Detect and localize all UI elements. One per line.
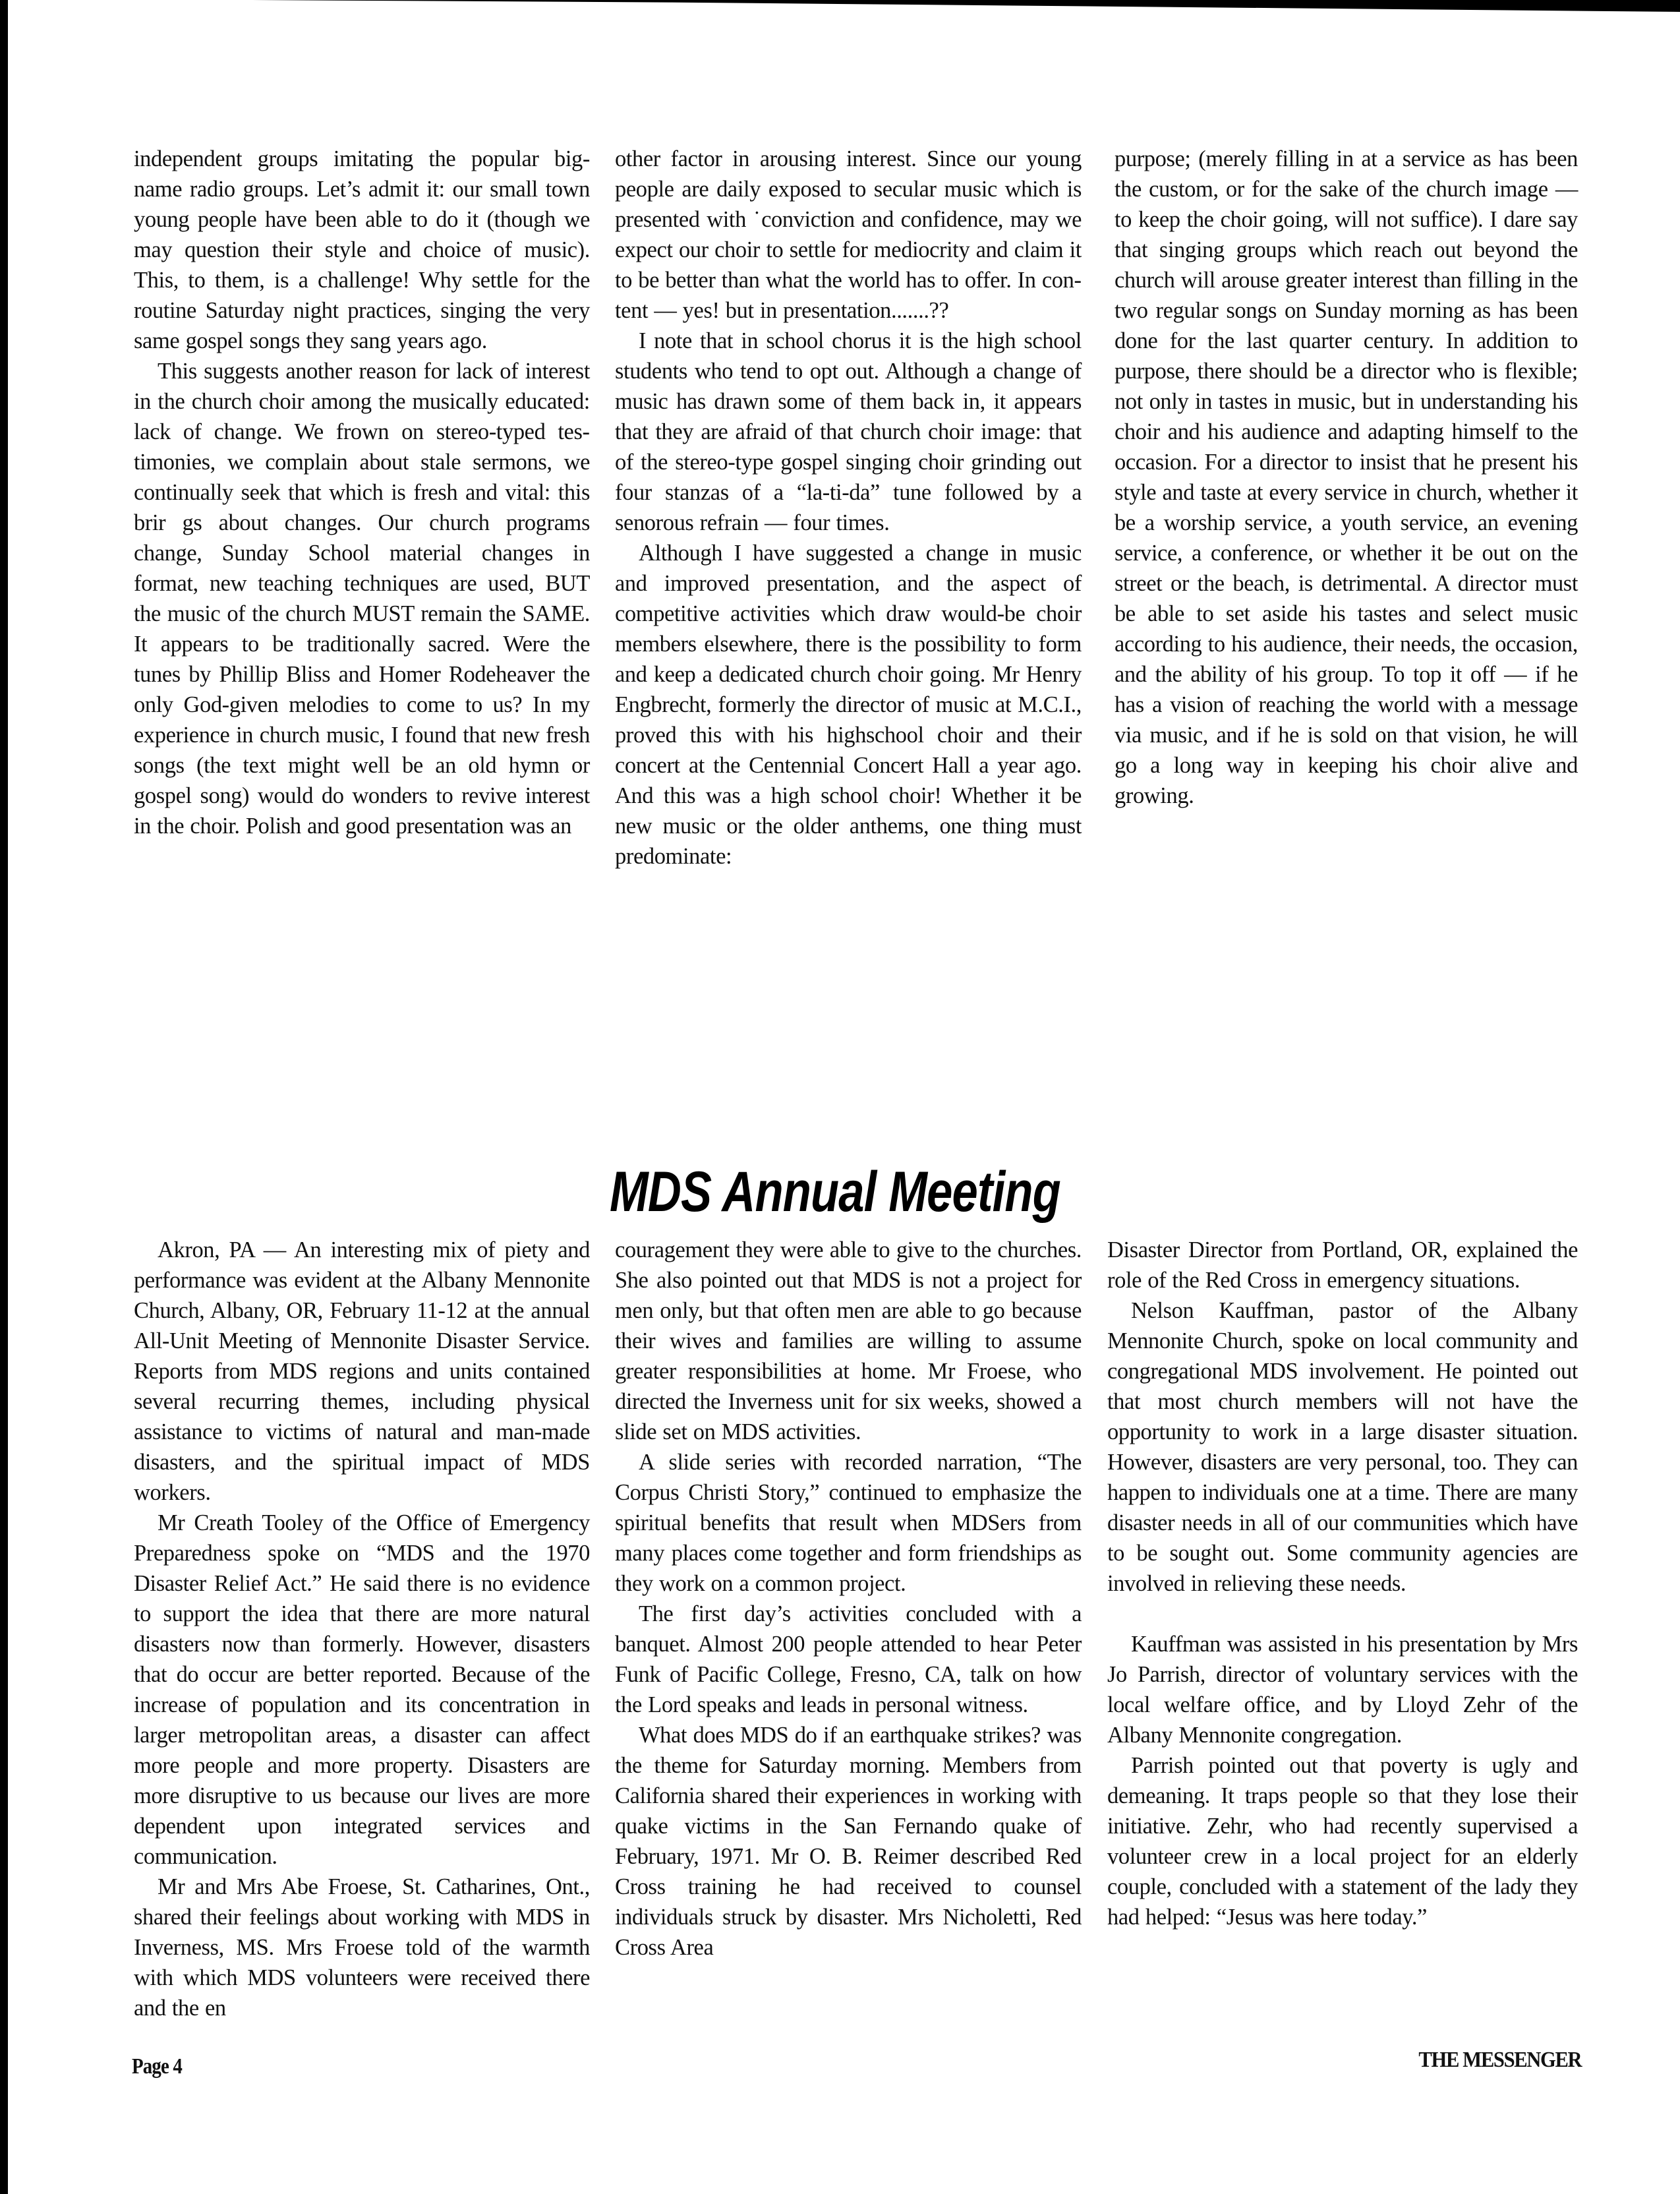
article-headline: MDS Annual Meeting	[610, 1160, 1060, 1224]
publication-name: THE MESSENGER	[1418, 2048, 1581, 2072]
scan-edge-top	[0, 0, 1680, 12]
paragraph: couragement they were able to give to the churches. She also pointed out that MDS is not a project for men only, but that often men are able to go because their wives and families are willing to assume greater responsibilities at home. Mr Froese, who directed the Inverness unit for six weeks, showed a slide set on MDS activities.	[615, 1237, 1082, 1444]
paragraph: other factor in arousing interest. Since our young people are daily exposed to secular music which is presented with ˙conviction and confidence, may we expect our choir to settle for mediocrity and claim it to be better than what the world has to offer. In content — yes! but in presentation.......??	[615, 146, 1082, 323]
paragraph: I note that in school chorus it is the high school students who tend to opt out. Although a change of music has drawn some of them back in, it appears that they are afraid of that church choir image: that of the stereo-type gospel singing choir grinding out four stanzas of a “la-ti-da” tune followed by a senorous refrain — four times.	[615, 328, 1082, 535]
paragraph: Parrish pointed out that poverty is ugly and demeaning. It traps people so that they lose their initiative. Zehr, who had recently supervised a volunteer crew in a local project for an elderly couple, concluded with a statement of the lady they had helped: “Jesus was here today.”	[1107, 1753, 1578, 1930]
paragraph: A slide series with recorded narration, “The Corpus Christi Story,” continued to emphasize the spiritual benefits that result when MDSers from many places come together and form friendships as they work on a common project.	[615, 1450, 1082, 1596]
paragraph: Although I have suggested a change in music and improved presentation, and the aspect of competitive activities which draw would-be choir members elsewhere, there is the possibility to form and keep a dedicated church choir going. Mr Henry Engbrecht, formerly the director of music at M.C.I., proved this with his highschool choir and their concert at the Centennial Concert Hall a year ago. And this was a high school choir! Whether it be new music or the older anthems, one thing must predominate:	[615, 541, 1082, 869]
paragraph: Nelson Kauffman, pastor of the Albany Mennonite Church, spoke on local community and congregational MDS involvement. He pointed out that most church members will not have the opportunity to work in a large disaster situation. However, disasters are very personal, too. They can happen to individuals one at a time. There are many disaster needs in all of our communities which have to be sought out. Some community agencies are involved in relieving these needs.	[1107, 1298, 1578, 1596]
paragraph: Mr Creath Tooley of the Office of Emergency Preparedness spoke on “MDS and the 1970 Disaster Relief Act.” He said there is no evidence to support the idea that there are more natural disasters now than formerly. However, disasters that do occur are better reported. Because of the increase of population and its concentration in larger metropolitan areas, a disaster can affect more people and more property. Disasters are more disruptive to us because our lives are more dependent upon integrated services and communication.	[134, 1510, 590, 1869]
paragraph: Mr and Mrs Abe Froese, St. Catharines, Ont., shared their feelings about working with MDS in Inverness, MS. Mrs Froese told of the warmth with which MDS volunteers were received there and the en	[134, 1874, 590, 2021]
article-column-2	[615, 1235, 1082, 1963]
essay-column-1	[134, 144, 590, 841]
paragraph: The first day’s activities concluded with a banquet. Almost 200 people attended to hear Peter Funk of Pacific College, Fresno, CA, talk on how the Lord speaks and leads in personal witness.	[615, 1601, 1082, 1717]
paragraph: independent groups imitating the popular big-name radio groups. Let’s admit it: our small town young people have been able to do it (though we may question their style and choice of music). This, to them, is a challenge! Why settle for the routine Saturday night practices, singing the very same gospel songs they sang years ago.	[134, 146, 590, 353]
paragraph: This suggests another reason for lack of interest in the church choir among the musically educated: lack of change. We frown on stereo-typed testimonies, we complain about stale sermons, we continually seek that which is fresh and vital: this brir gs about changes. Our church programs change, Sunday School material changes in format, new teaching techniques are used, BUT the music of the church MUST remain the SAME. It appears to be traditionally sacred. Were the tunes by Phillip Bliss and Homer Rodeheaver the only God-given melodies to come to us? In my experience in church music, I found that new fresh songs (the text might well be an old hymn or gospel song) would do wonders to revive interest in the choir. Polish and good presentation was an	[134, 359, 590, 839]
article-column-3	[1107, 1235, 1578, 1932]
paragraph: Disaster Director from Portland, OR, explained the role of the Red Cross in emergency situations.	[1107, 1237, 1578, 1293]
scan-edge-left	[0, 0, 8, 2194]
paragraph: purpose; (merely filling in at a service as has been the custom, or for the sake of the church image — to keep the choir going, will not suffice). I dare say that singing groups which reach out beyond the church will arouse greater interest than filling in the two regular songs on Sunday morning as has been done for the last quarter century. In addition to purpose, there should be a director who is flexible; not only in tastes in music, but in understanding his choir and his audience and adapting himself to the occasion. For a director to insist that he present his style and taste at every service in church, whether it be a worship service, a youth service, an evening service, a conference, or whether it be out on the street or the beach, is detrimental. A director must be able to set aside his tastes and select music according to his audience, their needs, the occasion, and the ability of his group. To top it off — if he has a vision of reaching the world with a message via music, and if he is sold on that vision, he will go a long way in keeping his choir alive and growing.	[1115, 146, 1578, 808]
article-column-1	[134, 1235, 590, 2023]
page-number: Page 4	[132, 2054, 182, 2079]
essay-column-3	[1115, 144, 1578, 811]
paragraph: What does MDS do if an earthquake strikes? was the theme for Saturday morning. Members from California shared their experiences in working with quake victims in the San Fernando quake of February, 1971. Mr O. B. Reimer described Red Cross training he had received to counsel individuals struck by disaster. Mrs Nicholetti, Red Cross Area	[615, 1723, 1082, 1960]
paragraph: Kauffman was assisted in his presentation by Mrs Jo Parrish, director of voluntary services with the local welfare office, and by Lloyd Zehr of the Albany Mennonite congregation.	[1107, 1632, 1578, 1748]
essay-column-2	[615, 144, 1082, 872]
paragraph: Akron, PA — An interesting mix of piety and performance was evident at the Albany Mennonite Church, Albany, OR, February 11-12 at the annual All-Unit Meeting of Mennonite Disaster Service. Reports from MDS regions and units contained several recurring themes, including physical assistance to victims of natural and man-made disasters, and the spiritual impact of MDS workers.	[134, 1237, 590, 1505]
